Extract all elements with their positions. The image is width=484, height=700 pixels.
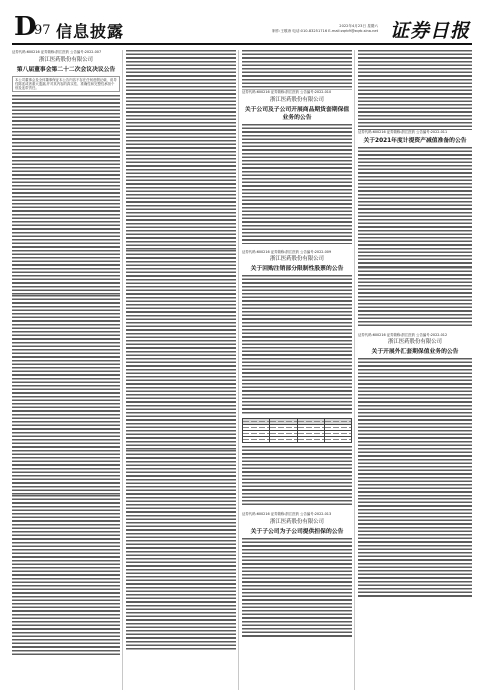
announcement-1 [12, 50, 120, 655]
body-text [242, 50, 352, 90]
body-text [126, 50, 236, 250]
masthead [0, 0, 484, 42]
stock-code-line: 证券代码:600216 证券简称:浙江医药 公告编号:2022-009 [242, 249, 332, 254]
body-text [242, 538, 352, 638]
stock-code-line: 证券代码:600216 证券简称:浙江医药 公告编号:2022-010 [242, 90, 332, 94]
announcement-company: 浙江医药股份有限公司 [270, 256, 324, 262]
announcement-company: 浙江医药股份有限公司 [270, 518, 324, 525]
body-text [12, 95, 120, 295]
announcement-title: 关于回购注销部分限制性股票的公告 [250, 266, 344, 272]
section-title: 信息披露 [56, 22, 125, 41]
announcement-title: 关于2021年度计提资产减值准备的公告 [363, 137, 467, 144]
announcement-4 [242, 250, 352, 507]
announcement-company: 浙江医药股份有限公司 [39, 56, 93, 63]
announcement-title: 关于公司及子公司开展商品期货套期保值业务的公告 [244, 106, 350, 121]
stock-code-line: 证券代码:600216 证券简称:浙江医药 公告编号:2022-011 [358, 130, 448, 134]
announcement-3 [358, 130, 472, 327]
contact-line: 制作:王敬涛 电话:010-83251716 E-mail:zqrb9@zqrb.sina.net [271, 29, 378, 33]
body-text [126, 450, 236, 650]
brand-logo: 证券日报 [389, 20, 470, 42]
header-rule [12, 43, 472, 45]
data-table [242, 418, 352, 443]
stock-code-line: 证券代码:600216 证券简称:浙江医药 公告编号:2022-012 [358, 332, 448, 337]
body-text [358, 358, 472, 498]
announcement-title: 关于开展外汇套期保值业务的公告 [371, 349, 459, 355]
announcement-6 [242, 512, 352, 638]
date-line: 2022年4月23日 星期六 [339, 24, 378, 28]
body-text [358, 498, 472, 598]
header-meta [272, 24, 378, 34]
announcement-title: 关于子公司为子公司提供担保的公告 [250, 528, 344, 535]
announcement-2 [242, 90, 352, 244]
body-text [126, 250, 236, 450]
column-1 [12, 50, 120, 690]
stock-code-line: 证券代码:600216 证券简称:浙江医药 公告编号:2022-013 [242, 512, 332, 516]
body-text [12, 295, 120, 495]
body-text [242, 446, 352, 506]
column-divider [122, 50, 123, 690]
body-text [358, 147, 472, 267]
body-text [358, 50, 472, 130]
page-number: 97 [34, 23, 51, 38]
body-text [12, 495, 120, 655]
board-notice: 本公司董事会及全体董事保证本公告内容不存在任何虚假记载、误导性陈述或者重大遗漏,并对其内容的真实性、准确性和完整性承担个别及连带责任。 [12, 76, 120, 93]
column-2 [126, 50, 236, 690]
announcement-company: 浙江医药股份有限公司 [388, 339, 442, 345]
stock-code-line: 证券代码:600216 证券简称:浙江医药 公告编号:2022-007 [12, 50, 102, 54]
announcement-5 [358, 333, 472, 599]
announcement-title: 第八届董事会第二十二次会议决议公告 [16, 66, 116, 73]
column-divider [354, 50, 355, 690]
page-letter: D [14, 12, 37, 42]
column-divider [238, 50, 239, 690]
body-text [242, 275, 352, 415]
body-text [242, 124, 352, 244]
column-3 [242, 50, 352, 690]
announcement-company: 浙江医药股份有限公司 [270, 96, 324, 103]
body-text [358, 267, 472, 327]
column-4 [358, 50, 472, 690]
